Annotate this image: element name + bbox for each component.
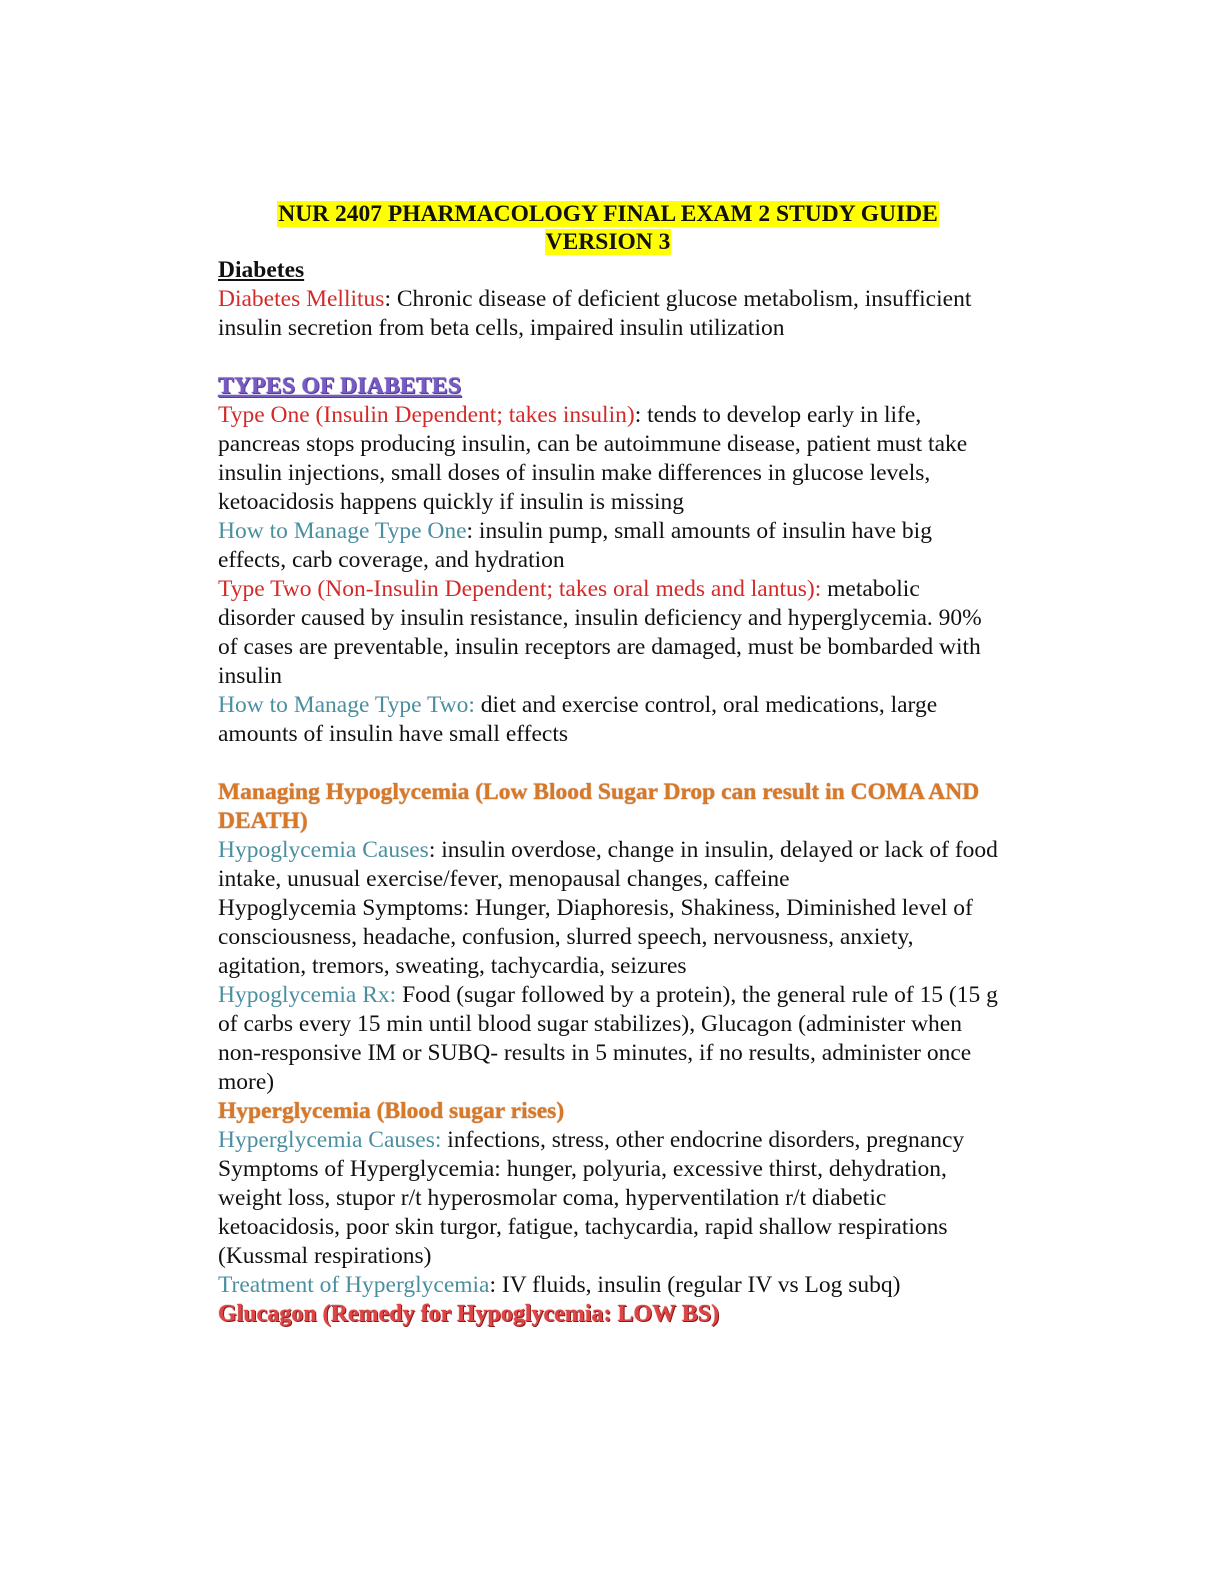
manage-type-two-paragraph: [218, 691, 998, 749]
hypoglycemia-heading: Managing Hypoglycemia (Low Blood Sugar Drop can result in COMA AND DEATH): [218, 779, 980, 834]
hypoglycemia-causes-paragraph: [218, 836, 998, 894]
title-line-2: VERSION 3: [545, 229, 671, 255]
hyperglycemia-heading: Hyperglycemia (Blood sugar rises): [218, 1098, 565, 1124]
type-one-paragraph: [218, 401, 998, 517]
manage-type-two-term: How to Manage Type Two:: [218, 692, 475, 718]
type-two-term: Type Two (Non-Insulin Dependent; takes oral meds and lantus):: [218, 576, 822, 602]
hypoglycemia-causes-text: : insulin overdose, change in insulin, delayed or lack of food intake, unusual exercise/fever, menopausal changes, caffeine: [218, 837, 998, 892]
spacer: [218, 749, 998, 778]
diabetes-mellitus-paragraph: [218, 285, 998, 343]
hyperglycemia-causes-paragraph: [218, 1126, 998, 1155]
manage-type-one-term: How to Manage Type One: [218, 518, 467, 544]
manage-type-one-text: : insulin pump, small amounts of insulin have big effects, carb coverage, and hydration: [218, 518, 932, 573]
hyperglycemia-symptoms-paragraph: Symptoms of Hyperglycemia: hunger, polyuria, excessive thirst, dehydration, weight loss, stupor r/t hyperosmolar coma, hyperventilation r/t diabetic ketoacidosis, poor skin turgor, fatigue, tachycardia, rapid shallow respirations (Kussmal respirations): [218, 1156, 948, 1269]
hypoglycemia-rx-paragraph: [218, 981, 998, 1097]
diabetes-heading: Diabetes: [218, 257, 305, 283]
type-one-text: : tends to develop early in life, pancreas stops producing insulin, can be autoimmune disease, patient must take insulin injections, small doses of insulin make differences in glucose levels, ketoacidosis happens quickly if insulin is missing: [218, 402, 968, 515]
glucagon-heading: Glucagon (Remedy for Hypoglycemia: LOW BS): [218, 1301, 720, 1327]
hyperglycemia-treatment-paragraph: [218, 1271, 998, 1300]
hypoglycemia-causes-term: Hypoglycemia Causes: [218, 837, 429, 863]
title-line-1: NUR 2407 PHARMACOLOGY FINAL EXAM 2 STUDY GUIDE: [278, 201, 938, 227]
diabetes-mellitus-term: Diabetes Mellitus: [218, 286, 385, 312]
manage-type-two-text: diet and exercise control, oral medications, large amounts of insulin have small effects: [218, 692, 938, 747]
hypoglycemia-rx-text: Food (sugar followed by a protein), the general rule of 15 (15 g of carbs every 15 min until blood sugar stabilizes), Glucagon (administer when non-responsive IM or SUBQ- results in 5 minutes, if no results, administer once more): [218, 982, 998, 1095]
document-title: [218, 200, 998, 256]
document-page: [218, 200, 998, 1329]
type-one-term: Type One (Insulin Dependent; takes insulin): [218, 402, 635, 428]
hyperglycemia-causes-text: infections, stress, other endocrine disorders, pregnancy: [441, 1127, 965, 1153]
hyperglycemia-causes-term: Hyperglycemia Causes:: [218, 1127, 442, 1153]
diabetes-mellitus-text: : Chronic disease of deficient glucose metabolism, insufficient insulin secretion from beta cells, impaired insulin utilization: [218, 286, 972, 341]
type-two-paragraph: [218, 575, 998, 691]
hyperglycemia-treatment-term: Treatment of Hyperglycemia: [218, 1272, 490, 1298]
hypoglycemia-symptoms-paragraph: Hypoglycemia Symptoms: Hunger, Diaphoresis, Shakiness, Diminished level of consciousness, headache, confusion, slurred speech, nervousness, anxiety, agitation, tremors, sweating, tachycardia, seizures: [218, 895, 973, 979]
hyperglycemia-treatment-text: : IV fluids, insulin (regular IV vs Log subq): [489, 1272, 901, 1298]
spacer: [218, 343, 998, 372]
hypoglycemia-rx-term: Hypoglycemia Rx:: [218, 982, 397, 1008]
manage-type-one-paragraph: [218, 517, 998, 575]
types-heading: TYPES OF DIABETES: [218, 373, 462, 399]
type-two-text: metabolic disorder caused by insulin resistance, insulin deficiency and hyperglycemia. 90% of cases are preventable, insulin receptors are damaged, must be bombarded with insulin: [218, 576, 982, 689]
